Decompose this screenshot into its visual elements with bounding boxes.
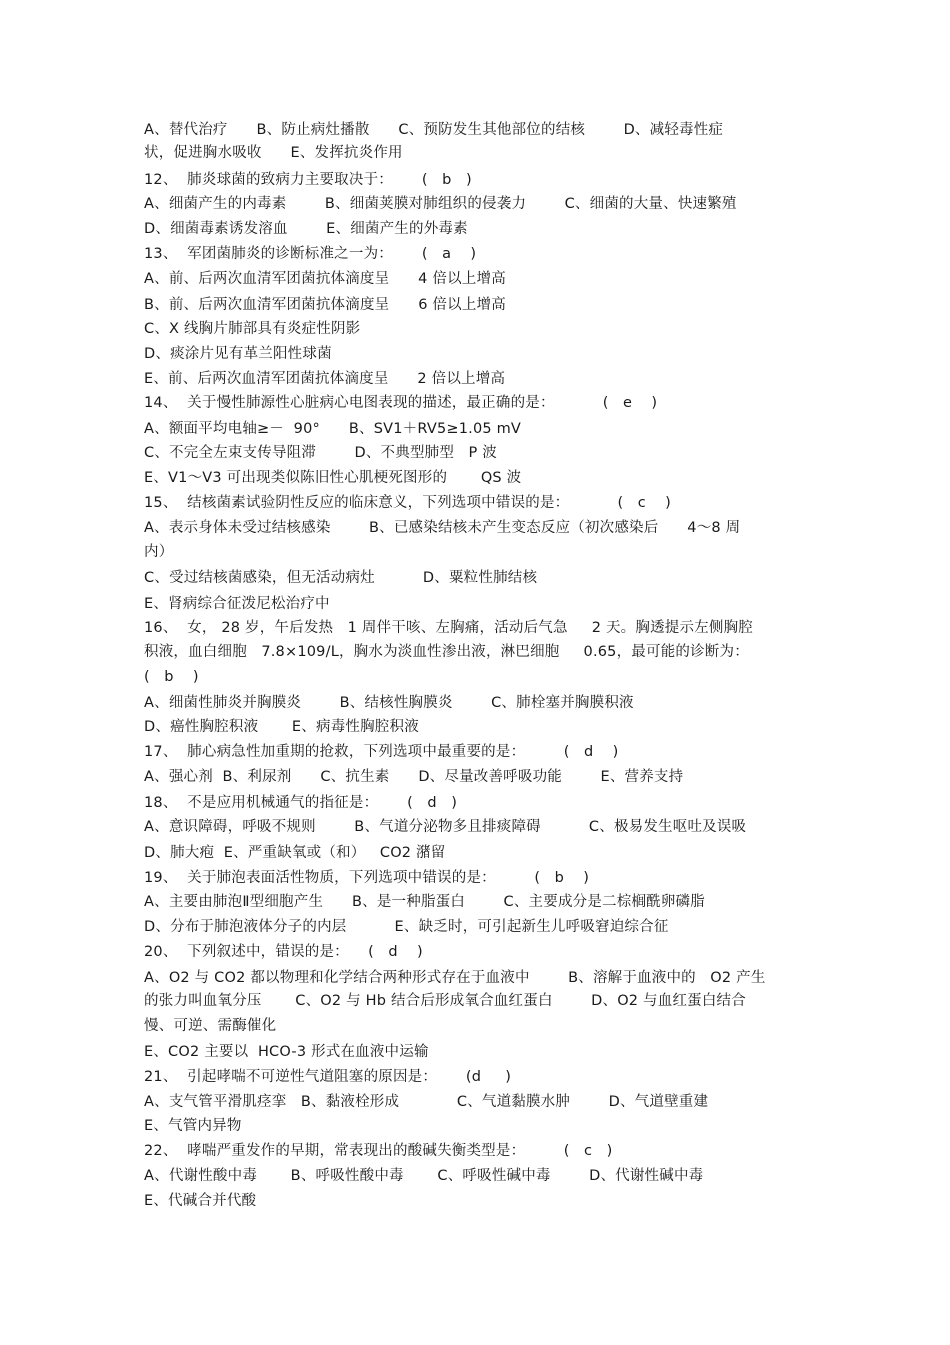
text-line: A、替代治疗 B、防止病灶播散 C、预防发生其他部位的结核 D、减轻毒性症	[144, 122, 724, 138]
option-line: A、代谢性酸中毒 B、呼吸性酸中毒 C、呼吸性碱中毒 D、代谢性碱中毒	[144, 1168, 704, 1184]
option-line: D、分布于肺泡液体分子的内层 E、缺乏时，可引起新生儿呼吸窘迫综合征	[144, 919, 669, 935]
question-line: 16、 女， 28 岁，午后发热 1 周伴干咳、左胸痛，活动后气急 2 天。胸透提示左侧胸腔	[144, 620, 753, 636]
option-line: A、细菌性肺炎并胸膜炎 B、结核性胸膜炎 C、肺栓塞并胸膜积液	[144, 695, 634, 711]
question-line: 14、 关于慢性肺源性心脏病心电图表现的描述，最正确的是： ( e )	[144, 395, 658, 411]
question-line: 17、 肺心病急性加重期的抢救，下列选项中最重要的是： ( d )	[144, 744, 619, 760]
question-line: 19、 关于肺泡表面活性物质，下列选项中错误的是： ( b )	[144, 870, 590, 886]
question-line: 积液，血白细胞 7.8×109/L，胸水为淡血性渗出液，淋巴细胞 0.65，最可能的诊断为：	[144, 644, 749, 660]
option-line: 的张力叫血氧分压 C、O2 与 Hb 结合后形成氧合血红蛋白 D、O2 与血红蛋白结合	[144, 993, 746, 1009]
question-line: 21、 引起哮喘不可逆性气道阻塞的原因是： (d )	[144, 1069, 512, 1085]
question-line: 13、 军团菌肺炎的诊断标准之一为： ( a )	[144, 246, 477, 262]
option-line: E、前、后两次血清军团菌抗体滴度呈 2 倍以上增高	[144, 371, 506, 387]
option-line: A、主要由肺泡Ⅱ型细胞产生 B、是一种脂蛋白 C、主要成分是二棕榈酰卵磷脂	[144, 894, 705, 910]
option-line: 内）	[144, 544, 174, 560]
option-line: A、前、后两次血清军团菌抗体滴度呈 4 倍以上增高	[144, 271, 506, 287]
option-line: C、X 线胸片肺部具有炎症性阴影	[144, 321, 361, 337]
option-line: A、意识障碍，呼吸不规则 B、气道分泌物多且排痰障碍 C、极易发生呕吐及误吸	[144, 819, 747, 835]
option-line: 慢、可逆、需酶催化	[144, 1018, 277, 1034]
option-line: B、前、后两次血清军团菌抗体滴度呈 6 倍以上增高	[144, 297, 506, 313]
option-line: A、额面平均电轴≥－ 90° B、SV1＋RV5≥1.05 mV	[144, 421, 522, 437]
option-line: A、强心剂 B、利尿剂 C、抗生素 D、尽量改善呼吸功能 E、营养支持	[144, 769, 684, 785]
question-line: 22、 哮喘严重发作的早期，常表现出的酸碱失衡类型是： ( c )	[144, 1143, 613, 1159]
option-line: E、肾病综合征泼尼松治疗中	[144, 596, 330, 612]
option-line: A、O2 与 CO2 都以物理和化学结合两种形式存在于血液中 B、溶解于血液中的 O2 产生	[144, 970, 766, 986]
text-line: 状，促进胸水吸收 E、发挥抗炎作用	[144, 145, 403, 161]
option-line: E、气管内异物	[144, 1118, 242, 1134]
option-line: D、肺大疱 E、严重缺氧或（和） CO2 潴留	[144, 845, 446, 861]
question-line: 15、 结核菌素试验阴性反应的临床意义，下列选项中错误的是： ( c )	[144, 495, 672, 511]
option-line: E、V1～V3 可出现类似陈旧性心肌梗死图形的 QS 波	[144, 470, 522, 486]
option-line: D、细菌毒素诱发溶血 E、细菌产生的外毒素	[144, 221, 468, 237]
option-line: E、CO2 主要以 HCO-3 形式在血液中运输	[144, 1044, 429, 1060]
question-line: 12、 肺炎球菌的致病力主要取决于： ( b )	[144, 172, 472, 188]
option-line: E、代碱合并代酸	[144, 1193, 257, 1209]
question-line: 20、 下列叙述中，错误的是： ( d )	[144, 944, 423, 960]
option-line: C、受过结核菌感染，但无活动病灶 D、粟粒性肺结核	[144, 570, 538, 586]
option-line: A、表示身体未受过结核感染 B、已感染结核未产生变态反应（初次感染后 4～8 周	[144, 520, 741, 536]
answer-line: ( b )	[144, 669, 199, 685]
option-line: A、支气管平滑肌痉挛 B、黏液栓形成 C、气道黏膜水肿 D、气道壁重建	[144, 1094, 709, 1110]
option-line: D、痰涂片见有革兰阳性球菌	[144, 346, 332, 362]
option-line: D、癌性胸腔积液 E、病毒性胸腔积液	[144, 719, 419, 735]
question-line: 18、 不是应用机械通气的指征是： ( d )	[144, 795, 458, 811]
option-line: A、细菌产生的内毒素 B、细菌荚膜对肺组织的侵袭力 C、细菌的大量、快速繁殖	[144, 196, 737, 212]
option-line: C、不完全左束支传导阻滞 D、不典型肺型 P 波	[144, 445, 497, 461]
